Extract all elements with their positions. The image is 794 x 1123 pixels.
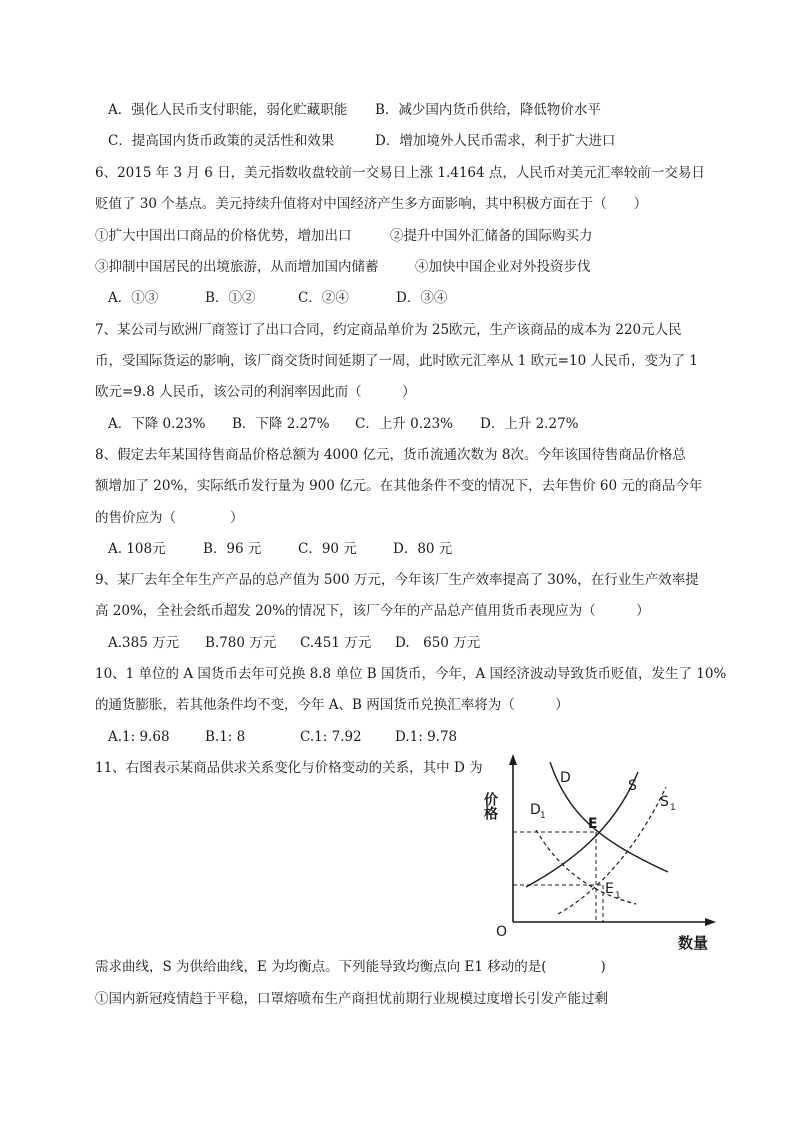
q6-statement-4: ④加快中国企业对外投资步伐 <box>415 259 591 275</box>
q6-option-c: C．②④ <box>298 290 349 306</box>
q9-stem-line1: 9、某厂去年全年生产产品的总产值为 500 万元，今年该厂生产效率提高了 30%，在行业生产效率提 <box>95 572 699 588</box>
E-label: E <box>588 816 598 832</box>
q10-stem-line1: 10、1 单位的 A 国货币去年可兑换 8.8 单位 B 国货币，今年，A 国经济波动导致货币贬值，发生了 10% <box>95 666 727 682</box>
q10-option-d: D.1: 9.78 <box>395 729 458 745</box>
S1-subscript: 1 <box>670 803 676 813</box>
y-axis-arrow <box>509 754 517 765</box>
E1-label: E <box>605 881 614 897</box>
q6-stem-line2: 贬值了 30 个基点。美元持续升值将对中国经济产生多方面影响，其中积极方面在于（ ） <box>95 196 648 212</box>
q7-option-d: D．上升 2.27% <box>480 416 579 432</box>
q6-statement-3: ③抑制中国居民的出境旅游，从而增加国内储蓄 <box>95 259 379 275</box>
x-axis-label: 数量 <box>678 934 709 952</box>
q5-option-d: D．增加境外人民币需求，利于扩大进口 <box>375 133 616 149</box>
q9-option-d: D. 650 万元 <box>395 635 481 651</box>
q10-option-c: C.1: 7.92 <box>300 729 362 745</box>
q11-stem-line2: 需求曲线，S 为供给曲线，E 为均衡点。下列能导致均衡点向 E1 移动的是( ) <box>95 959 606 975</box>
q7-stem-line3: 欧元=9.8 人民币，该公司的利润率因此而（ ） <box>95 384 416 400</box>
q7-stem-line2: 币，受国际货运的影响，该厂商交货时间延期了一周，此时欧元汇率从 1 欧元=10 人民币，变为了 1 <box>95 353 698 369</box>
q9-option-c: C.451 万元 <box>300 635 372 651</box>
x-axis-arrow <box>705 918 716 926</box>
q9-option-a: A.385 万元 <box>108 635 180 651</box>
q8-stem-line1: 8、假定去年某国待售商品价格总额为 4000 亿元，货币流通次数为 8次。今年该国待售商品价格总 <box>95 447 686 463</box>
q6-option-b: B．①② <box>205 290 256 306</box>
S1-label: S <box>660 794 669 810</box>
E1-subscript: 1 <box>615 891 621 901</box>
q8-stem-line3: 的售价应为（ ） <box>95 510 244 526</box>
demand-curve-D1 <box>536 830 636 904</box>
q8-stem-line2: 额增加了 20%，实际纸币发行量为 900 亿元。在其他条件不变的情况下，去年售价 60 元的商品今年 <box>95 478 703 494</box>
supply-demand-graph <box>482 752 723 952</box>
D1-label: D <box>530 802 541 818</box>
q7-stem-line1: 7、某公司与欧洲厂商签订了出口合同，约定商品单价为 25欧元，生产该商品的成本为 220元人民 <box>95 322 682 338</box>
q7-option-b: B．下降 2.27% <box>232 416 330 432</box>
q8-option-c: C．90 元 <box>298 541 357 557</box>
q5-option-a: A．强化人民币支付职能，弱化贮藏职能 <box>108 102 348 118</box>
q6-statement-1: ①扩大中国出口商品的价格优势，增加出口 <box>95 228 352 244</box>
q8-option-b: B．96 元 <box>203 541 262 557</box>
q11-stem-line1: 11、右图表示某商品供求关系变化与价格变动的关系，其中 D 为 <box>95 760 483 776</box>
q5-option-c: C．提高国内货币政策的灵活性和效果 <box>108 133 335 149</box>
q5-option-b: B．减少国内货币供给，降低物价水平 <box>375 102 601 118</box>
q11-statement-1: ①国内新冠疫情趋于平稳，口罩熔喷布生产商担忧前期行业规模过度增长引发产能过剩 <box>95 991 608 1007</box>
q9-stem-line2: 高 20%，全社会纸币超发 20%的情况下，该厂今年的产品总产值用货币表现应为（ ） <box>95 603 650 619</box>
S-label: S <box>628 778 637 794</box>
q10-option-a: A.1: 9.68 <box>108 729 170 745</box>
supply-curve-S <box>526 772 638 887</box>
q7-option-a: A．下降 0.23% <box>108 416 206 432</box>
q6-option-d: D．③④ <box>396 290 448 306</box>
q10-option-b: B.1: 8 <box>205 729 246 745</box>
origin-label: O <box>496 924 508 940</box>
D-label: D <box>560 770 571 786</box>
y-axis-label: 价格 <box>482 792 498 820</box>
q6-statement-2: ②提升中国外汇储备的国际购买力 <box>390 228 593 244</box>
D1-subscript: 1 <box>540 811 546 821</box>
q6-option-a: A．①③ <box>108 290 159 306</box>
q10-stem-line2: 的通货膨胀，若其他条件均不变，今年 A、B 两国货币兑换汇率将为（ ） <box>95 697 569 713</box>
q9-option-b: B.780 万元 <box>205 635 277 651</box>
q7-option-c: C．上升 0.23% <box>355 416 454 432</box>
q8-option-d: D．80 元 <box>393 541 453 557</box>
q6-stem-line1: 6、2015 年 3 月 6 日，美元指数收盘较前一交易日上涨 1.4164 点，人民币对美元汇率较前一交易日 <box>95 165 705 181</box>
q8-option-a: A. 108元 <box>108 541 166 557</box>
